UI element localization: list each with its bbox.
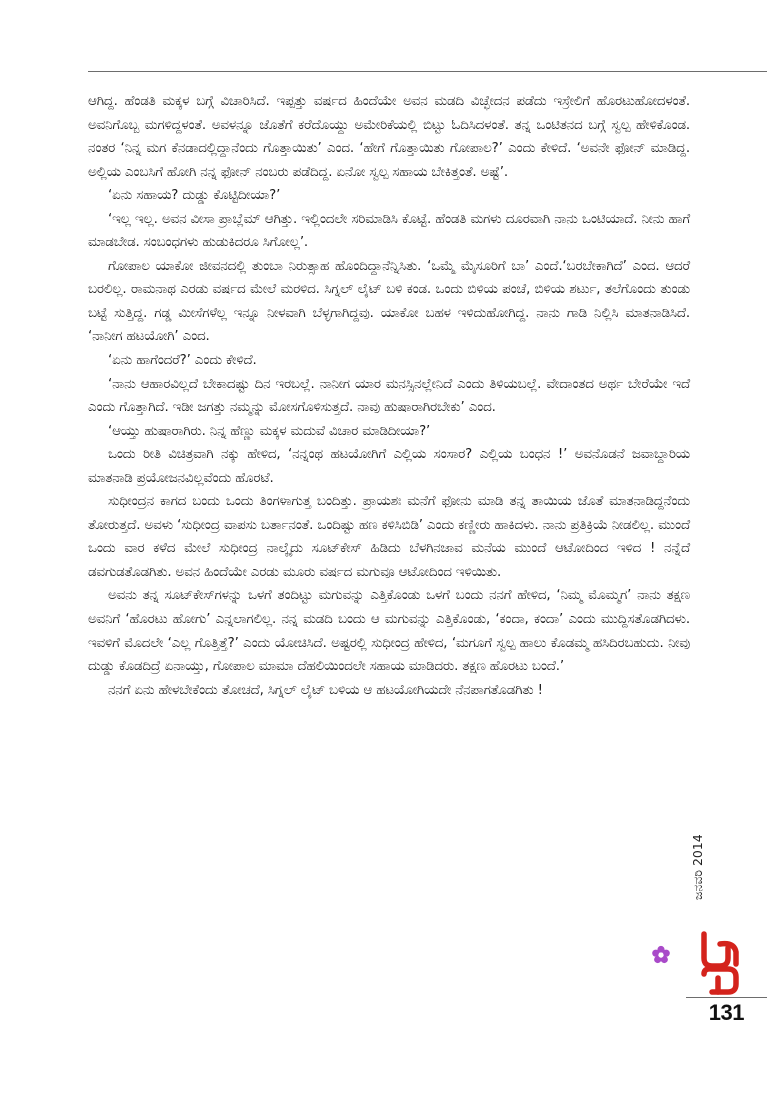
article-paragraph: ‘ಇಲ್ಲ ಇಲ್ಲ. ಅವನ ವೀಸಾ ಪ್ರಾಬ್ಲೆಮ್ ಆಗಿತ್ತು. ಇಲ್ಲಿಂದಲೇ ಸರಿಮಾಡಿಸಿ ಕೊಟ್ಟೆ. ಹೆಂಡತಿ ಮಗಳು ದೂರವಾಗಿ ನಾನು ಒಂಟಿಯಾದೆ. ನೀನು ಹಾಗೆ ಮಾಡಬೇಡ. ಸಂಬಂಧಗಳು ಹುಡುಕಿದರೂ ಸಿಗೋಲ್ಲ’. (88, 211, 690, 251)
article-paragraph: ನನಗೆ ಏನು ಹೇಳಬೇಕೆಂದು ತೋಚದೆ, ಸಿಗ್ನಲ್ ಲೈಟ್ ಬಳಿಯ ಆ ಹಟಯೋಗಿಯದೇ ನೆನಪಾಗತೊಡಗಿತು ! (108, 682, 543, 698)
article-paragraph: ಅವನು ತನ್ನ ಸೂಟ್‌ಕೇಸ್‌ಗಳನ್ನು ಒಳಗೆ ತಂದಿಟ್ಟು ಮಗುವನ್ನು ಎತ್ತಿಕೊಂಡು ಒಳಗೆ ಬಂದು ನನಗೆ ಹೇಳಿದ, ‘ನಿಮ್ಮ ಮೊಮ್ಮಗ’ ನಾನು ತಕ್ಷಣ ಅವನಿಗೆ ‘ಹೊರಟು ಹೋಗು’ ಎನ್ನಲಾಗಲಿಲ್ಲ. ನನ್ನ ಮಡದಿ ಬಂದು ಆ ಮಗುವನ್ನು ಎತ್ತಿಕೊಂಡು, ‘ಕಂದಾ, ಕಂದಾ’ ಎಂದು ಮುದ್ದಿಸತೊಡಗಿದಳು. ಇವಳಿಗೆ ಮೊದಲೇ ‘ಎಲ್ಲ ಗೊತ್ತಿತ್ತೆ?’ ಎಂದು ಯೋಚಿಸಿದೆ. ಅಷ್ಟರಲ್ಲಿ ಸುಧೀಂದ್ರ ಹೇಳಿದ, ‘ಮಗೂಗೆ ಸ್ವಲ್ಪ ಹಾಲು ಕೊಡಮ್ಮ ಹಸಿದಿರಬಹುದು. ನೀವು ದುಡ್ಡು ಕೊಡದಿದ್ರೆ ಏನಾಯ್ತು, ಗೋಪಾಲ ಮಾಮಾ ದೆಹಲಿಯಿಂದಲೇ ಸಹಾಯ ಮಾಡಿದರು. ತಕ್ಷಣ ಹೊರಟು ಬಂದೆ.’ (88, 588, 690, 675)
article-paragraph: ‘ನಾನು ಆಹಾರವಿಲ್ಲದೆ ಬೇಕಾದಷ್ಟು ದಿನ ಇರಬಲ್ಲೆ. ನಾನೀಗ ಯಾರ ಮನಸ್ಸಿನಲ್ಲೇನಿದೆ ಎಂದು ತಿಳಿಯಬಲ್ಲೆ. ವೇದಾಂತದ ಅರ್ಥ ಬೇರೆಯೇ ಇದೆ ಎಂದು ಗೊತ್ತಾಗಿದೆ. ಇಡೀ ಜಗತ್ತು ನಮ್ಮನ್ನು ಮೋಸಗೊಳಿಸುತ್ತದೆ. ನಾವು ಹುಷಾರಾಗಿರಬೇಕು’ ಎಂದ. (88, 376, 690, 416)
article-paragraph: ಆಗಿದ್ದ. ಹೆಂಡತಿ ಮಕ್ಕಳ ಬಗ್ಗೆ ವಿಚಾರಿಸಿದೆ. ಇಪ್ಪತ್ತು ವರ್ಷದ ಹಿಂದೆಯೇ ಅವನ ಮಡದಿ ವಿಚ್ಛೇದನ ಪಡೆದು ಇಸ್ರೇಲಿಗೆ ಹೊರಟುಹೋದಳಂತೆ. ಅವನಿಗೊಬ್ಬ ಮಗಳಿದ್ದಳಂತೆ. ಅವಳನ್ನೂ ಜೊತೆಗೆ ಕರೆದೊಯ್ದು ಅಮೇರಿಕೆಯಲ್ಲಿ ಬಿಟ್ಟು ಓದಿಸಿದಳಂತೆ. ತನ್ನ ಒಂಟಿತನದ ಬಗ್ಗೆ ಸ್ವಲ್ಪ ಹೇಳಿಕೊಂಡ. ನಂತರ ‘ನಿನ್ನ ಮಗ ಕೆನಡಾದಲ್ಲಿದ್ದಾನೆಂದು ಗೊತ್ತಾಯಿತು’ ಎಂದ. ‘ಹೇಗೆ ಗೊತ್ತಾಯಿತು ಗೋಪಾಲ?’ ಎಂದು ಕೇಳಿದೆ. ‘ಅವನೇ ಫೋನ್ ಮಾಡಿದ್ದ. ಅಲ್ಲಿಯ ಎಂಬಸಿಗೆ ಹೋಗಿ ನನ್ನ ಫೋನ್ ನಂಬರು ಪಡೆದಿದ್ದ. ಏನೋ ಸ್ವಲ್ಪ ಸಹಾಯ ಬೇಕಿತ್ತಂತೆ. ಅಷ್ಟೆ’. (88, 94, 690, 180)
article-paragraph: ಒಂದು ರೀತಿ ವಿಚಿತ್ರವಾಗಿ ನಕ್ಕು ಹೇಳಿದ, ‘ನನ್ನಂಥ ಹಟಯೋಗಿಗೆ ಎಲ್ಲಿಯ ಸಂಸಾರ? ಎಲ್ಲಿಯ ಬಂಧನ !’ ಅವನೊಡನೆ ಜವಾಬ್ದಾರಿಯ ಮಾತನಾಡಿ ಪ್ರಯೋಜನವಿಲ್ಲವೆಂದು ಹೊರಟೆ. (88, 447, 690, 486)
article-body (88, 90, 690, 702)
page-number: 131 (708, 1000, 744, 1025)
article-paragraph: ಗೋಪಾಲ ಯಾಕೋ ಜೀವನದಲ್ಲಿ ತುಂಬಾ ನಿರುತ್ಸಾಹ ಹೊಂದಿದ್ದಾನೆನ್ನಿಸಿತು. ‘ಒಮ್ಮೆ ಮೈಸೂರಿಗೆ ಬಾ’ ಎಂದೆ.‘ಬರಬೇಕಾಗಿದೆ’ ಎಂದ. ಆದರೆ ಬರಲಿಲ್ಲ. ರಾಮನಾಥ ಎರಡು ವರ್ಷದ ಮೇಲೆ ಮರಳಿದ. ಸಿಗ್ನಲ್ ಲೈಟ್ ಬಳಿ ಕಂಡ. ಒಂದು ಬಿಳಿಯ ಪಂಚೆ, ಬಿಳಿಯ ಶರ್ಟು, ತಲೆಗೊಂದು ತುಂಡು ಬಟ್ಟೆ ಸುತ್ತಿದ್ದ. ಗಡ್ಡ ಮೀಸೆಗಳೆಲ್ಲ ಇನ್ನೂ ನೀಳವಾಗಿ ಬೆಳ್ಳಗಾಗಿದ್ದವು. ಯಾಕೋ ಬಹಳ ಇಳಿದುಹೋಗಿದ್ದ. ನಾನು ಗಾಡಿ ನಿಲ್ಲಿಸಿ ಮಾತನಾಡಿಸಿದೆ. ‘ನಾನೀಗ ಹಟಯೋಗಿ’ ಎಂದ. (88, 258, 690, 345)
article-paragraph: ‘ಏನು ಹಾಗೆಂದರೆ?’ ಎಂದು ಕೇಳಿದೆ. (108, 353, 257, 369)
article-paragraph: ‘ಆಯ್ತು ಹುಷಾರಾಗಿರು. ನಿನ್ನ ಹೆಣ್ಣು ಮಕ್ಕಳ ಮದುವೆ ವಿಚಾರ ಮಾಡಿದೀಯಾ?’ (108, 423, 431, 439)
article-paragraph: ‘ಏನು ಸಹಾಯ? ದುಡ್ಡು ಕೊಟ್ಟಿದೀಯಾ?’ (108, 188, 281, 204)
top-divider (88, 71, 767, 72)
footer-divider (686, 997, 767, 998)
masthead-logo (698, 928, 742, 998)
issue-date: ಜನವರಿ 2014 (690, 834, 705, 900)
flower-icon (651, 945, 671, 965)
article-paragraph: ಸುಧೀಂದ್ರನ ಕಾಗದ ಬಂದು ಒಂದು ತಿಂಗಳಾಗುತ್ತ ಬಂದಿತ್ತು. ಪ್ರಾಯಶಃ ಮನೆಗೆ ಫೋನು ಮಾಡಿ ತನ್ನ ತಾಯಿಯ ಜೊತೆ ಮಾತನಾಡಿದ್ದನೆಂದು ತೋರುತ್ತದೆ. ಅವಳು ‘ಸುಧೀಂದ್ರ ವಾಪಸು ಬರ್ತಾನಂತೆ. ಒಂದಿಷ್ಟು ಹಣ ಕಳಿಸಿಬಿಡಿ’ ಎಂದು ಕಣ್ಣೀರು ಹಾಕಿದಳು. ನಾನು ಪ್ರತಿಕ್ರಿಯೆ ನೀಡಲಿಲ್ಲ. ಮುಂದೆ ಒಂದು ವಾರ ಕಳೆದ ಮೇಲೆ ಸುಧೀಂದ್ರ ನಾಲ್ಕೈದು ಸೂಟ್‌ಕೇಸ್ ಹಿಡಿದು ಬೆಳಗಿನಜಾವ ಮನೆಯ ಮುಂದೆ ಆಟೋದಿಂದ ಇಳಿದ ! ನನ್ನೆದೆ ಡವಗುಡತೊಡಗಿತು. ಅವನ ಹಿಂದೆಯೇ ಎರಡು ಮೂರು ವರ್ಷದ ಮಗುವೂ ಆಟೋದಿಂದ ಇಳಿಯಿತು. (88, 494, 690, 580)
